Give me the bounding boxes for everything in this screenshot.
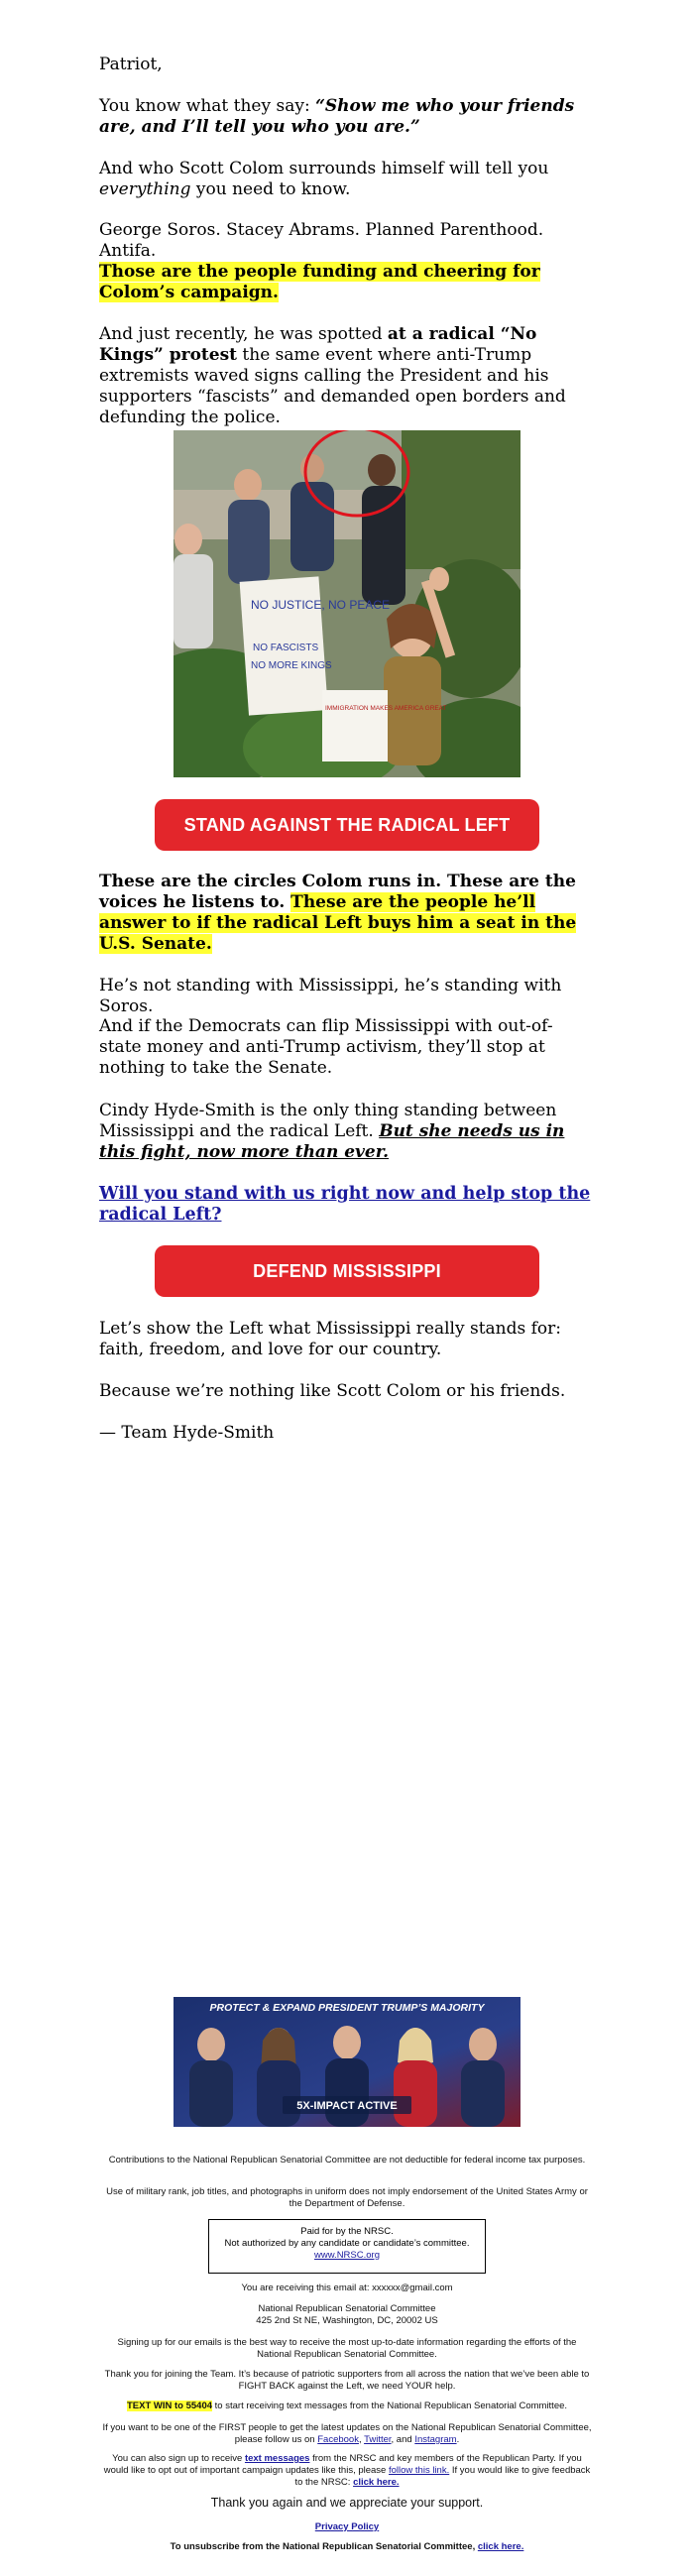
footer-privacy: [99, 2521, 595, 2533]
paragraph-funding-highlight: Those are the people funding and cheering for Colom’s campaign.: [99, 262, 540, 302]
footer-tax-disclaimer: Contributions to the National Republican Senatorial Committee are not deductible for federal income tax purposes.: [108, 2155, 586, 2166]
footer-receiving-email: You are receiving this email at: xxxxxx@gmail.com: [241, 2283, 453, 2293]
footer-signup: Signing up for our emails is the best way to receive the most up-to-date information regarding the efforts of the National Republican Senatorial Committee.: [117, 2337, 577, 2360]
footer-org-name: National Republican Senatorial Committee: [258, 2303, 436, 2314]
signoff: — Team Hyde-Smith: [99, 1423, 275, 1443]
twitter-link[interactable]: Twitter: [364, 2434, 392, 2445]
footer-thanks-team: Thank you for joining the Team. It’s because of patriotic supporters from all across the nation that we’ve been able to FIGHT BACK against the Left, we need YOUR help.: [104, 2369, 590, 2392]
stand-against-radical-left-button[interactable]: STAND AGAINST THE RADICAL LEFT: [155, 799, 539, 851]
footer-unsubscribe: To unsubscribe from the National Republican Senatorial Committee, click here.: [170, 2541, 524, 2552]
footer-thank-again: Thank you again and we appreciate your support.: [210, 2496, 484, 2510]
stand-with-us-link[interactable]: Will you stand with us right now and help stop the radical Left?: [99, 1184, 591, 1225]
footer-sms-optout: You can also sign up to receive text messages from the NRSC and key members of the Republican Party. If you would like to opt out of important campaign updates like this, please follow this link. If you would like to give feedback to the NRSC: click here.: [103, 2453, 591, 2488]
trump-majority-banner[interactable]: [174, 1997, 520, 2127]
sign-text-1: NO JUSTICE, NO PEACE: [251, 598, 391, 612]
footer-follow-us: If you want to be one of the FIRST people to get the latest updates on the National Republican Senatorial Committee, please follow us on Facebook, Twitter, and Instagram.: [102, 2422, 592, 2445]
protest-photo: [174, 430, 520, 777]
paragraph-circles: These are the circles Colom runs in. These are the voices he listens to. These are the people he’ll answer to if the radical Left buys him a seat in the U.S. Senate.: [99, 872, 577, 954]
footer-address: 425 2nd St NE, Washington, DC, 20002 US: [256, 2315, 438, 2326]
paragraph-nothing-like: Because we’re nothing like Scott Colom or his friends.: [99, 1381, 566, 1401]
text-win-highlight: TEXT WIN to 55404: [126, 2400, 213, 2411]
paid-line-2: Not authorized by any candidate or candidate’s committee.: [224, 2238, 470, 2249]
salutation: Patriot,: [99, 55, 163, 74]
sign-text-4: IMMIGRATION MAKES AMERICA GREAT: [325, 705, 447, 712]
sign-text-2: NO FASCISTS: [253, 643, 319, 653]
banner-badge: 5X-IMPACT ACTIVE: [296, 2100, 398, 2112]
paragraph-colom-surrounds: And who Scott Colom surrounds himself will tell you everything you need to know.: [99, 159, 549, 199]
opt-out-link[interactable]: follow this link.: [388, 2465, 450, 2476]
facebook-link[interactable]: Facebook: [317, 2434, 359, 2445]
feedback-link[interactable]: click here.: [353, 2477, 400, 2488]
text-messages-link[interactable]: text messages: [244, 2453, 310, 2464]
sign-text-3: NO MORE KINGS: [251, 660, 332, 671]
paid-line-1: Paid for by the NRSC.: [300, 2226, 394, 2237]
paragraph-names: George Soros. Stacey Abrams. Planned Parenthood. Antifa.: [99, 220, 544, 261]
unsubscribe-link[interactable]: click here.: [477, 2541, 524, 2552]
privacy-policy-link[interactable]: Privacy Policy: [314, 2521, 380, 2532]
footer-text-win: TEXT WIN to 55404 to start receiving text messages from the National Republican Senatorial Committee.: [126, 2400, 568, 2411]
paragraph-show-the-left: Let’s show the Left what Mississippi really stands for: faith, freedom, and love for our country.: [99, 1319, 562, 1359]
defend-mississippi-button[interactable]: DEFEND MISSISSIPPI: [155, 1245, 539, 1297]
paid-for-box: [208, 2219, 486, 2274]
paragraph-flip-mississippi: And if the Democrats can flip Mississippi with out-of-state money and anti-Trump activism, they’ll stop at nothing to take the Senate.: [99, 1016, 553, 1078]
paragraph-hyde-smith: Cindy Hyde-Smith is the only thing standing between Mississippi and the radical Left. But she needs us in this fight, now more than ever.: [99, 1101, 565, 1162]
paragraph-soros: He’s not standing with Mississippi, he’s standing with Soros.: [99, 976, 562, 1016]
nrsc-website-link[interactable]: www.NRSC.org: [314, 2250, 380, 2261]
paragraph-quote: You know what they say: “Show me who your friends are, and I’ll tell you who you are.”: [99, 96, 575, 137]
instagram-link[interactable]: Instagram: [414, 2434, 457, 2445]
paragraph-no-kings: And just recently, he was spotted at a radical “No Kings” protest the same event where anti-Trump extremists waved signs calling the President and his supporters “fascists” and demanded open borders and defunding the police.: [99, 324, 566, 427]
banner-headline: PROTECT & EXPAND PRESIDENT TRUMP’S MAJORITY: [209, 2002, 485, 2014]
footer-military-disclaimer: Use of military rank, job titles, and photographs in uniform does not imply endorsement of the United States Army or the Department of Defense.: [106, 2186, 588, 2209]
